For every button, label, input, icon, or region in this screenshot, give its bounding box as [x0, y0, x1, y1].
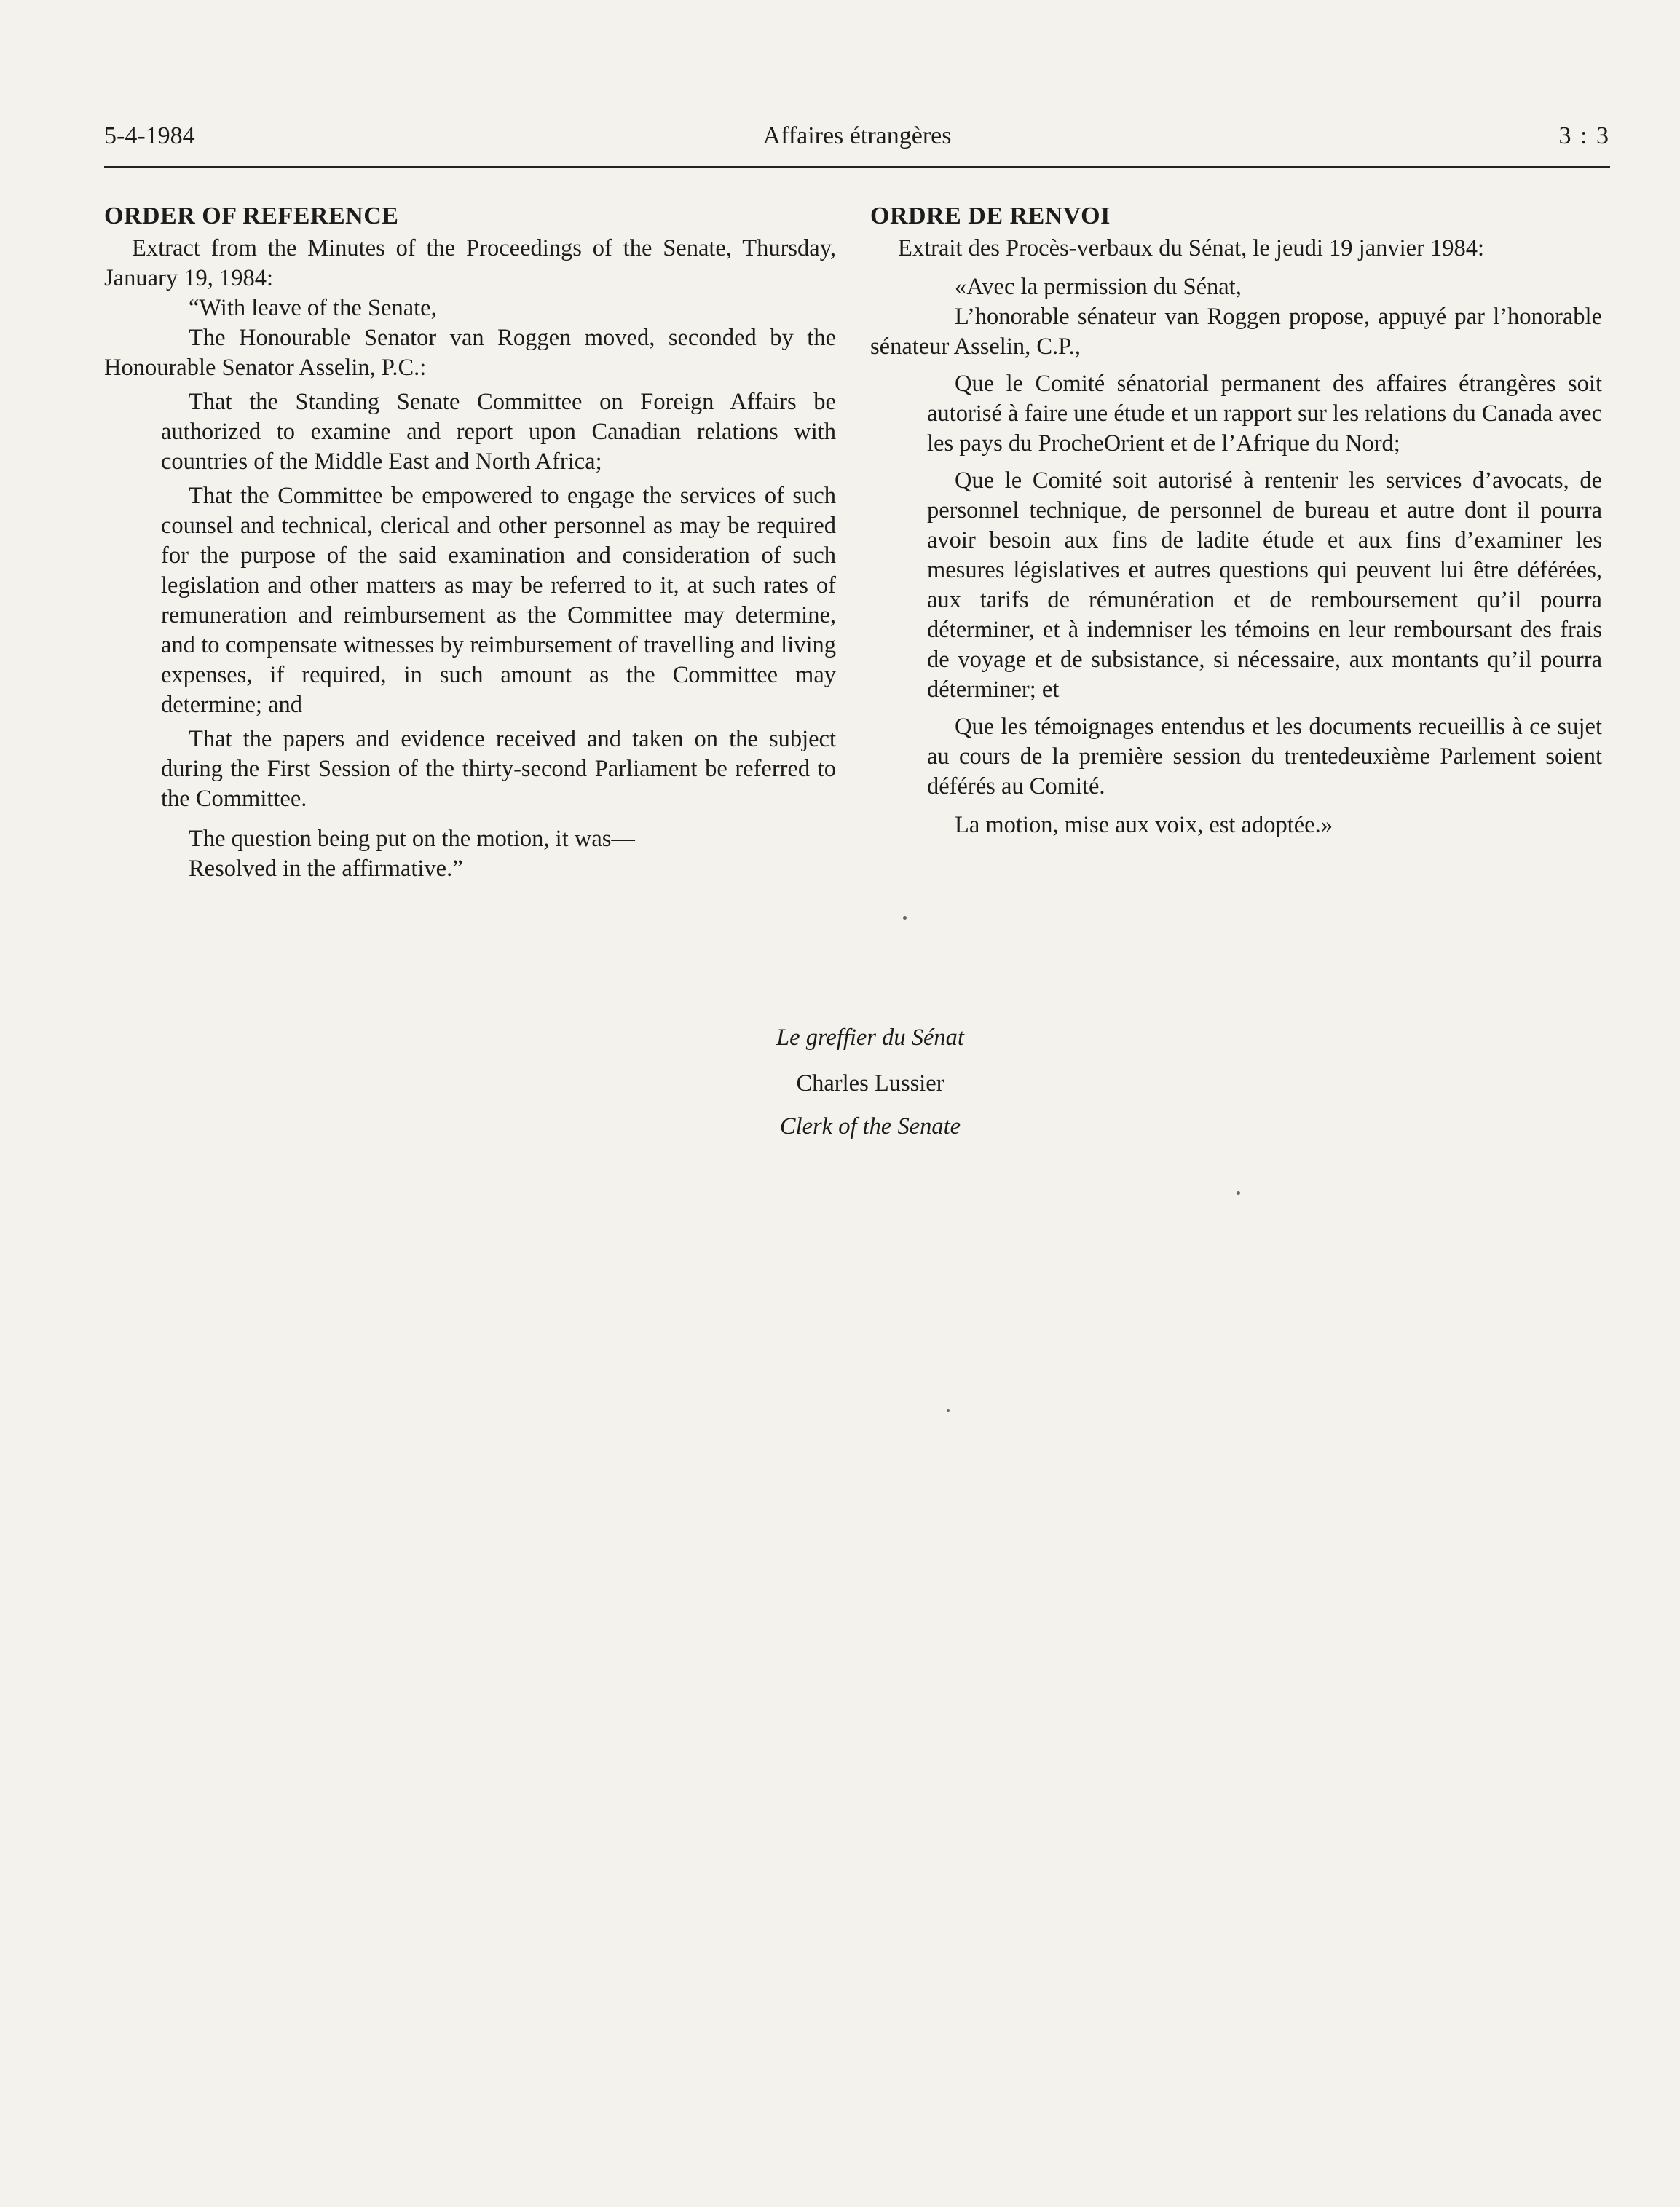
print-speck: [1237, 1191, 1240, 1195]
english-column: [104, 201, 836, 884]
signature-name: Charles Lussier: [796, 1070, 944, 1097]
french-para3: Que les témoignages entendus et les documents recueillis à ce sujet au cours de la première session du trentedeuxième Parlement soient déférés au Comité.: [927, 714, 1602, 800]
french-heading: ORDRE DE RENVOI: [870, 202, 1111, 229]
header-title: Affaires étrangères: [762, 122, 952, 149]
page-header: [104, 122, 1610, 168]
english-leave: “With leave of the Senate,: [189, 295, 437, 321]
english-heading: ORDER OF REFERENCE: [104, 202, 399, 229]
signature-fr-title: Le greffier du Sénat: [776, 1024, 964, 1051]
print-speck: [903, 916, 907, 920]
french-quote: [870, 272, 1602, 840]
print-speck: [947, 1409, 950, 1412]
english-para1: That the Standing Senate Committee on Foreign Affairs be authorized to examine and report upon Canadian relations with countries of the Middle East and North Africa;: [161, 389, 836, 475]
header-page-number: 3 : 3: [1558, 122, 1610, 149]
english-moved: The Honourable Senator van Roggen moved, seconded by the Honourable Senator Asselin, P.C.:: [104, 325, 836, 381]
french-para2: Que le Comité soit autorisé à rentenir les services d’avocats, de personnel technique, de personnel de bureau et autre dont il pourra avoir besoin aux fins de ladite étude et aux fins d’examiner les mesures législatives et autres questions qui peuvent lui être déférées, aux tarifs de rémunération et de remboursement qu’il pourra déterminer, et à indemniser les témoins en leur remboursant des frais de voyage et de subsistance, si nécessaire, aux montants qu’il pourra déterminer; et: [927, 467, 1602, 703]
french-leave: «Avec la permission du Sénat,: [955, 274, 1242, 300]
french-column: [870, 201, 1602, 840]
french-moved: L’honorable sénateur van Roggen propose, appuyé par l’honorable sénateur Asselin, C.P.,: [870, 304, 1602, 360]
french-adopted: La motion, mise aux voix, est adoptée.»: [955, 812, 1333, 838]
english-para2: That the Committee be empowered to engage the services of such counsel and technical, clerical and other personnel as may be required for the purpose of the said examination and consideration of such legislation and other matters as may be referred to it, at such rates of remuneration and reimbursement as the Committee may determine, and to compensate witnesses by reimbursement of travelling and living expenses, if required, in such amount as the Committee may determine; and: [161, 483, 836, 718]
header-date: 5-4-1984: [104, 122, 195, 149]
english-quote: [104, 293, 836, 884]
english-resolved: Resolved in the affirmative.”: [189, 856, 463, 882]
signature-en-title: Clerk of the Senate: [779, 1113, 961, 1140]
english-question: The question being put on the motion, it was—: [189, 826, 635, 852]
english-para3: That the papers and evidence received and taken on the subject during the First Session of the thirty-second Parliament be referred to the Committee.: [161, 726, 836, 812]
french-intro: Extrait des Procès-verbaux du Sénat, le jeudi 19 janvier 1984:: [898, 235, 1485, 261]
english-intro: Extract from the Minutes of the Proceedings of the Senate, Thursday, January 19, 1984:: [104, 235, 836, 291]
french-para1: Que le Comité sénatorial permanent des affaires étrangères soit autorisé à faire une étude et un rapport sur les relations du Canada avec les pays du ProcheOrient et de l’Afrique du Nord;: [927, 371, 1602, 457]
